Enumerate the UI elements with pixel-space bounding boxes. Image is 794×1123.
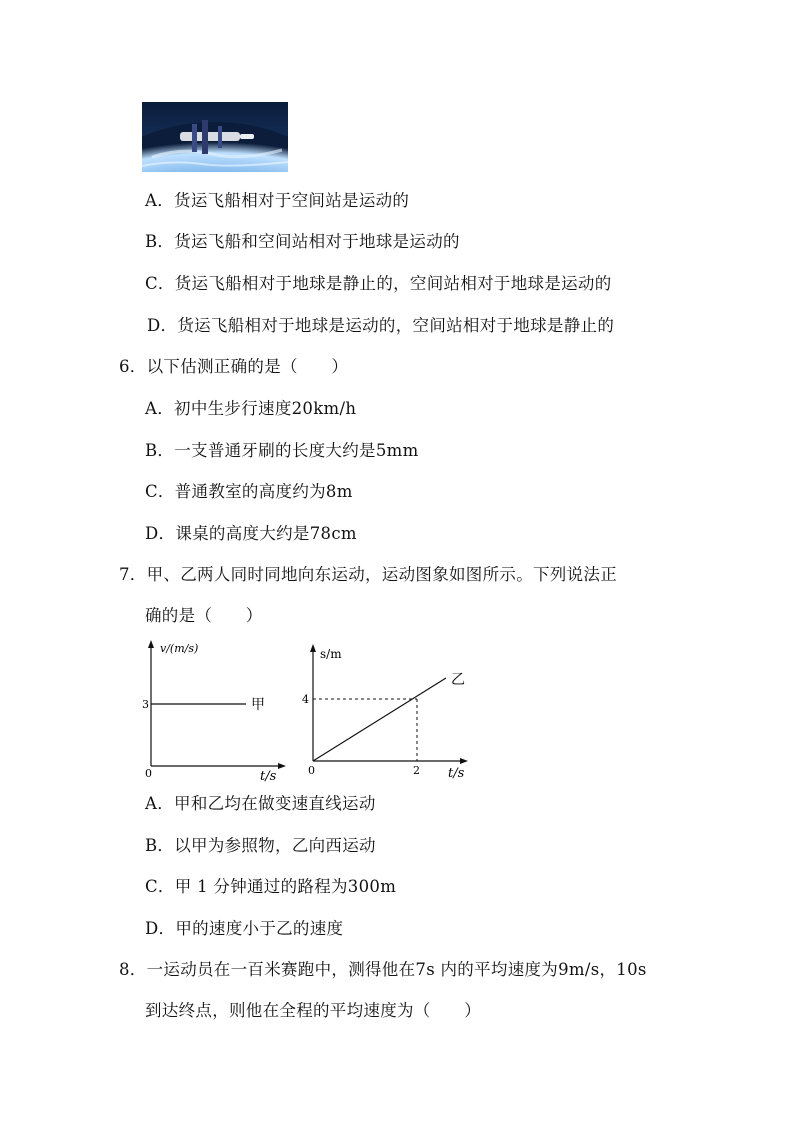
q5-option-d: D．货运飞船相对于地球是运动的，空间站相对于地球是静止的 — [147, 316, 615, 335]
distance-time-graph — [298, 638, 478, 787]
yi-distance-line — [313, 678, 446, 761]
s-axis-label: s/m — [320, 647, 342, 661]
q7-stem-line1: 7．甲、乙两人同时同地向东运动，运动图象如图所示。下列说法正 — [119, 565, 617, 584]
q8-stem-line1: 8．一运动员在一百米赛跑中，测得他在7s 内的平均速度为9m/s，10s — [119, 960, 647, 979]
s-axis-y-arrow — [310, 644, 316, 652]
q6-option-a: A．初中生步行速度20km/h — [145, 399, 357, 418]
q7-stem-line2: 确的是（ ） — [145, 606, 263, 625]
v-ytick-3: 3 — [142, 698, 149, 711]
v-axis-x-arrow — [278, 763, 286, 769]
q6-stem: 6．以下估测正确的是（ ） — [119, 357, 349, 376]
q6-option-d: D．课桌的高度大约是78cm — [145, 524, 357, 543]
s-xtick-2: 2 — [413, 764, 420, 777]
s-x-axis-label: t/s — [448, 766, 465, 781]
v-x-axis-label: t/s — [260, 769, 277, 783]
jia-label: 甲 — [251, 697, 265, 713]
q6-option-b: B．一支普通牙刷的长度大约是5mm — [145, 441, 419, 460]
s-origin: 0 — [308, 764, 315, 777]
s-axis-x-arrow — [460, 758, 468, 764]
s-ytick-4: 4 — [302, 693, 309, 706]
space-station-photo — [142, 102, 288, 172]
velocity-time-graph — [138, 638, 288, 787]
q8-stem-line2: 到达终点，则他在全程的平均速度为（ ） — [145, 1001, 481, 1020]
q7-option-b: B．以甲为参照物，乙向西运动 — [145, 836, 376, 855]
q6-option-c: C．普通教室的高度约为8m — [145, 482, 353, 501]
q5-option-c: C．货运飞船相对于地球是静止的，空间站相对于地球是运动的 — [145, 274, 612, 293]
space-station-over-earth-icon — [142, 102, 288, 172]
q7-option-d: D．甲的速度小于乙的速度 — [145, 919, 344, 938]
v-origin: 0 — [145, 767, 152, 780]
v-axis-label: v/(m/s) — [160, 642, 199, 655]
yi-label: 乙 — [451, 672, 465, 688]
q7-option-a: A．甲和乙均在做变速直线运动 — [145, 794, 376, 813]
q7-option-c: C．甲 1 分钟通过的路程为300m — [145, 877, 397, 896]
q5-option-b: B．货运飞船和空间站相对于地球是运动的 — [145, 232, 460, 251]
q5-option-a: A．货运飞船相对于空间站是运动的 — [145, 191, 410, 210]
v-axis-y-arrow — [148, 640, 154, 648]
